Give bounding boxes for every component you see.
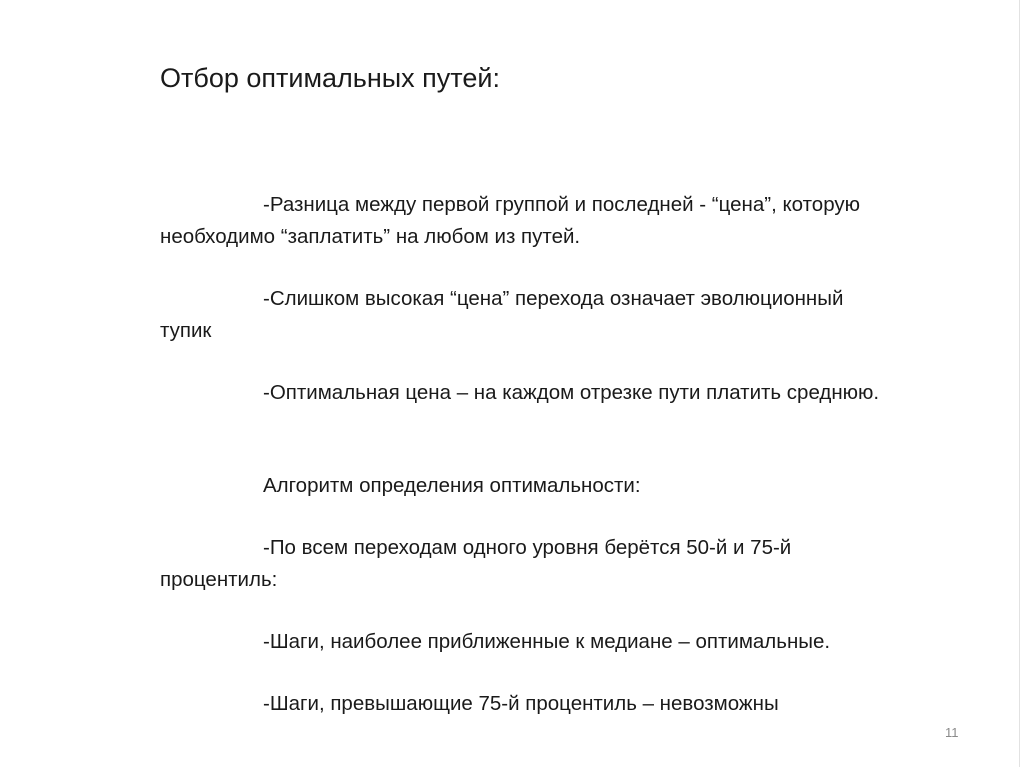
slide-edge-divider [1019, 0, 1020, 767]
paragraph-median-steps: -Шаги, наиболее приближенные к медиане – оптимальные. [263, 630, 831, 653]
paragraph-algorithm-heading: Алгоритм определения оптимальности: [263, 474, 641, 497]
slide-body [160, 189, 880, 750]
paragraph-exceeding-steps: -Шаги, превышающие 75-й процентиль – невозможны [263, 692, 779, 715]
slide-title: Отбор оптимальных путей: [160, 63, 500, 93]
paragraph-high-price: -Слишком высокая “цена” перехода означает эволюционный тупик [160, 287, 844, 342]
paragraph-price-difference: -Разница между первой группой и последней - “цена”, которую необходимо “заплатить” на любом из путей. [160, 193, 860, 248]
paragraph-percentile: -По всем переходам одного уровня берётся 50-й и 75-й процентиль: [160, 536, 792, 591]
page-number: 11 [945, 725, 959, 740]
paragraph-optimal-price: -Оптимальная цена – на каждом отрезке пути платить среднюю. [263, 381, 880, 404]
